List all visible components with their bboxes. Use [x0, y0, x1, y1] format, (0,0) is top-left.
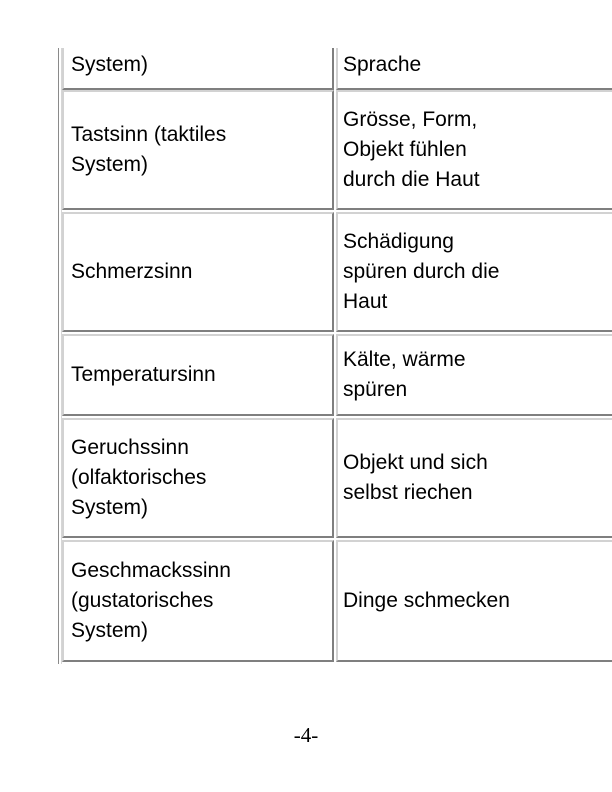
table-cell-description: Objekt und sich selbst riechen	[336, 418, 612, 538]
table-cell-sense: System)	[62, 48, 334, 90]
table-cell-description: Sprache	[336, 48, 612, 90]
table-cell-sense: Geruchssinn (olfaktorisches System)	[62, 418, 334, 538]
table-cell-sense: Schmerzsinn	[62, 212, 334, 332]
senses-table	[58, 48, 612, 664]
table-cell-sense: Tastsinn (taktiles System)	[62, 90, 334, 210]
table-cell-description: Kälte, wärme spüren	[336, 334, 612, 416]
table-cell-description: Dinge schmecken	[336, 540, 612, 662]
page-number: -4-	[293, 723, 319, 747]
table-cell-sense: Temperatursinn	[62, 334, 334, 416]
table-cell-description: Grösse, Form, Objekt fühlen durch die Haut	[336, 90, 612, 210]
table-cell-sense: Geschmackssinn (gustatorisches System)	[62, 540, 334, 662]
table-cell-description: Schädigung spüren durch die Haut	[336, 212, 612, 332]
